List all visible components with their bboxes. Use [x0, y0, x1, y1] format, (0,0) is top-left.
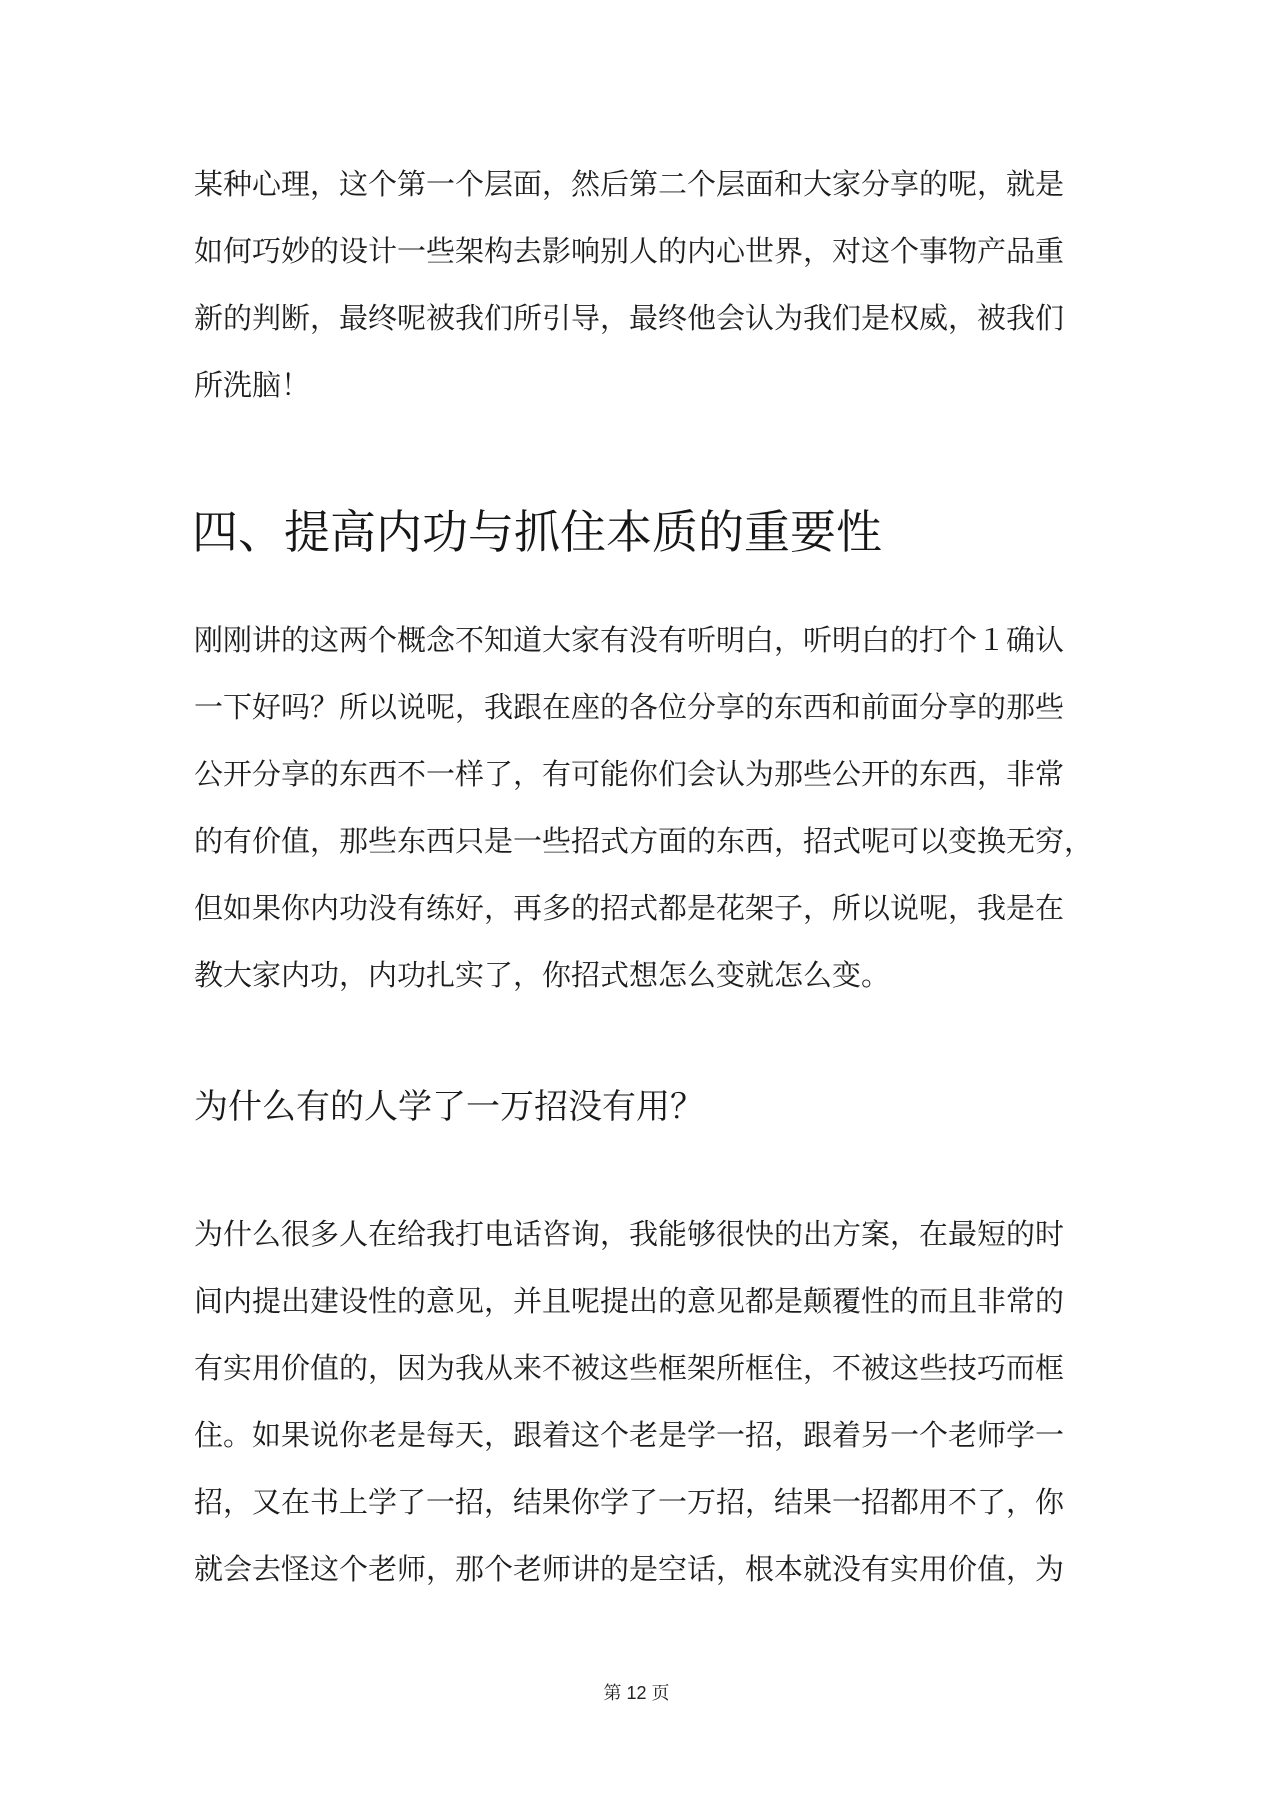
paragraph-3: [194, 1202, 1064, 1604]
paragraph-line: 但如果你内功没有练好，再多的招式都是花架子，所以说呢，我是在: [194, 893, 1065, 925]
paragraph-2: [194, 608, 1093, 1010]
paragraph-line: 教大家内功，内功扎实了，你招式想怎么变就怎么变。: [194, 960, 891, 992]
paragraph-1: [194, 152, 1064, 420]
paragraph-line: 招，又在书上学了一招，结果你学了一万招，结果一招都用不了，你: [194, 1487, 1065, 1519]
paragraph-line: 某种心理，这个第一个层面，然后第二个层面和大家分享的呢，就是: [194, 169, 1065, 201]
paragraph-line: 就会去怪这个老师，那个老师讲的是空话，根本就没有实用价值，为: [194, 1554, 1065, 1586]
paragraph-line: 如何巧妙的设计一些架构去影响别人的内心世界，对这个事物产品重: [194, 236, 1065, 268]
section-heading: 四、提高内功与抓住本质的重要性: [192, 506, 882, 558]
paragraph-line: 一下好吗？所以说呢，我跟在座的各位分享的东西和前面分享的那些: [194, 692, 1065, 724]
subsection-heading: 为什么有的人学了一万招没有用？: [194, 1088, 704, 1126]
paragraph-line: 住。如果说你老是每天，跟着这个老是学一招，跟着另一个老师学一: [194, 1420, 1065, 1452]
paragraph-line: 刚刚讲的这两个概念不知道大家有没有听明白，听明白的打个１确认: [194, 625, 1065, 657]
page-number-footer: 第 12 页: [603, 1683, 670, 1703]
paragraph-line: 间内提出建设性的意见，并且呢提出的意见都是颠覆性的而且非常的: [194, 1286, 1065, 1318]
paragraph-line: 有实用价值的，因为我从来不被这些框架所框住，不被这些技巧而框: [194, 1353, 1065, 1385]
paragraph-line: 的有价值，那些东西只是一些招式方面的东西，招式呢可以变换无穷，: [194, 826, 1094, 858]
paragraph-line: 公开分享的东西不一样了，有可能你们会认为那些公开的东西，非常: [194, 759, 1065, 791]
paragraph-line: 新的判断，最终呢被我们所引导，最终他会认为我们是权威，被我们: [194, 303, 1065, 335]
paragraph-line: 所洗脑！: [194, 370, 311, 402]
paragraph-line: 为什么很多人在给我打电话咨询，我能够很快的出方案，在最短的时: [194, 1219, 1065, 1251]
